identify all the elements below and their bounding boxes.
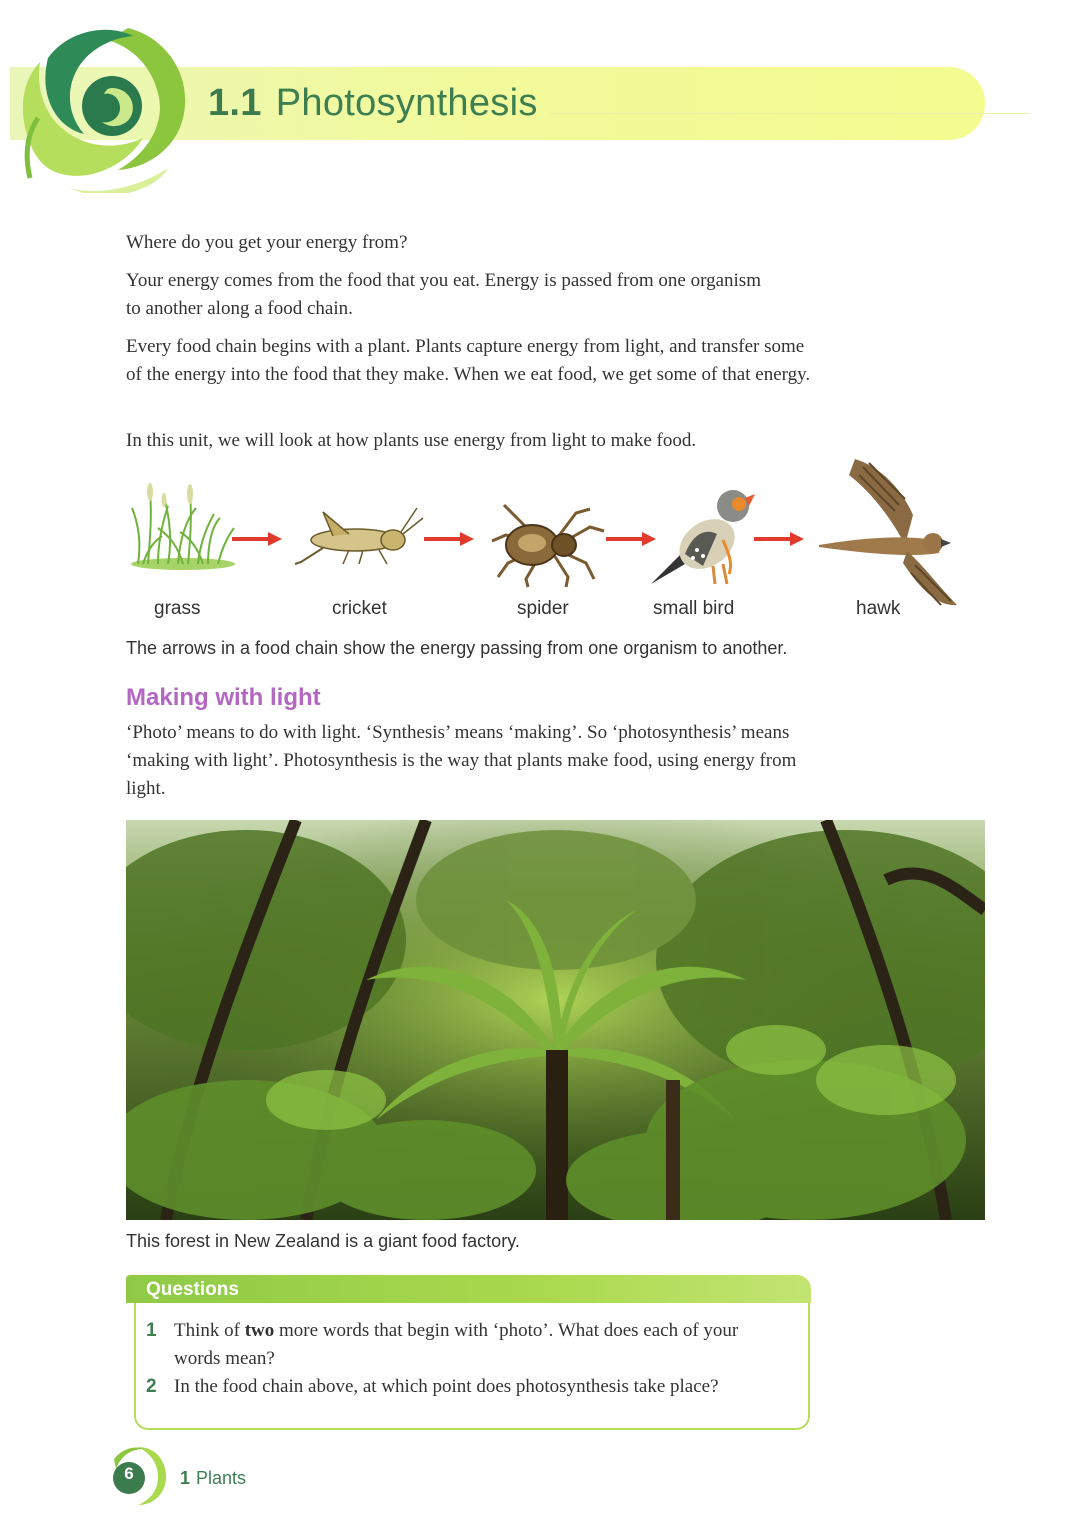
question-number: 1 — [146, 1320, 157, 1341]
arrow-icon — [754, 531, 804, 547]
question-text-part: Think of — [174, 1320, 245, 1341]
swirl-logo-icon — [8, 18, 198, 193]
organism-label-grass: grass — [154, 598, 201, 619]
question-text-part: more words that begin with ‘photo’. What does each of your words mean? — [174, 1320, 739, 1369]
section-paragraph: ‘Photo’ means to do with light. ‘Synthesis’ means ‘making’. So ‘photosynthesis’ means ‘making with light’. Photosynthesis is the way that plants make food, using energy from light. — [126, 722, 797, 799]
question-item — [146, 1373, 786, 1429]
arrow-icon — [424, 531, 474, 547]
intro-paragraph-4: In this unit, we will look at how plants use energy from light to make food. — [126, 430, 697, 451]
organism-label-spider: spider — [517, 598, 569, 619]
question-emphasis: two — [244, 1320, 275, 1341]
cricket-icon — [293, 506, 425, 568]
organism-label-small-bird: small bird — [653, 598, 735, 619]
unit-title-text: Photosynthesis — [275, 82, 538, 124]
page-title — [208, 82, 538, 125]
grass-icon — [128, 478, 238, 570]
intro-paragraph-2: Your energy comes from the food that you eat. Energy is passed from one organism to another along a food chain. — [126, 270, 761, 319]
small-bird-icon — [645, 484, 757, 592]
footer-chapter-name: Plants — [196, 1468, 247, 1488]
question-number: 2 — [146, 1376, 157, 1397]
intro-paragraph-3: Every food chain begins with a plant. Plants capture energy from light, and transfer some of the energy into the food that they make. When we eat food, we get some of that energy. — [126, 336, 811, 385]
organism-label-cricket: cricket — [332, 598, 387, 619]
forest-caption: This forest in New Zealand is a giant food factory. — [126, 1231, 520, 1251]
hawk-icon — [815, 455, 963, 615]
footer-chapter-number: 1 — [180, 1468, 191, 1488]
food-chain-caption: The arrows in a food chain show the energy passing from one organism to another. — [126, 638, 788, 658]
section-heading: Making with light — [126, 684, 321, 711]
question-text — [174, 1317, 784, 1373]
footer-chapter — [180, 1468, 246, 1489]
header-rule — [550, 113, 1030, 114]
arrow-icon — [232, 531, 282, 547]
spider-icon — [486, 497, 608, 589]
unit-number: 1.1 — [208, 82, 262, 124]
questions-title: Questions — [146, 1279, 239, 1300]
forest-photo — [126, 820, 985, 1220]
page-number: 6 — [124, 1464, 134, 1483]
organism-label-hawk: hawk — [856, 598, 901, 619]
question-text: In the food chain above, at which point does photosynthesis take place? — [174, 1376, 719, 1397]
question-item — [146, 1317, 786, 1373]
intro-paragraph-1: Where do you get your energy from? — [126, 232, 408, 253]
